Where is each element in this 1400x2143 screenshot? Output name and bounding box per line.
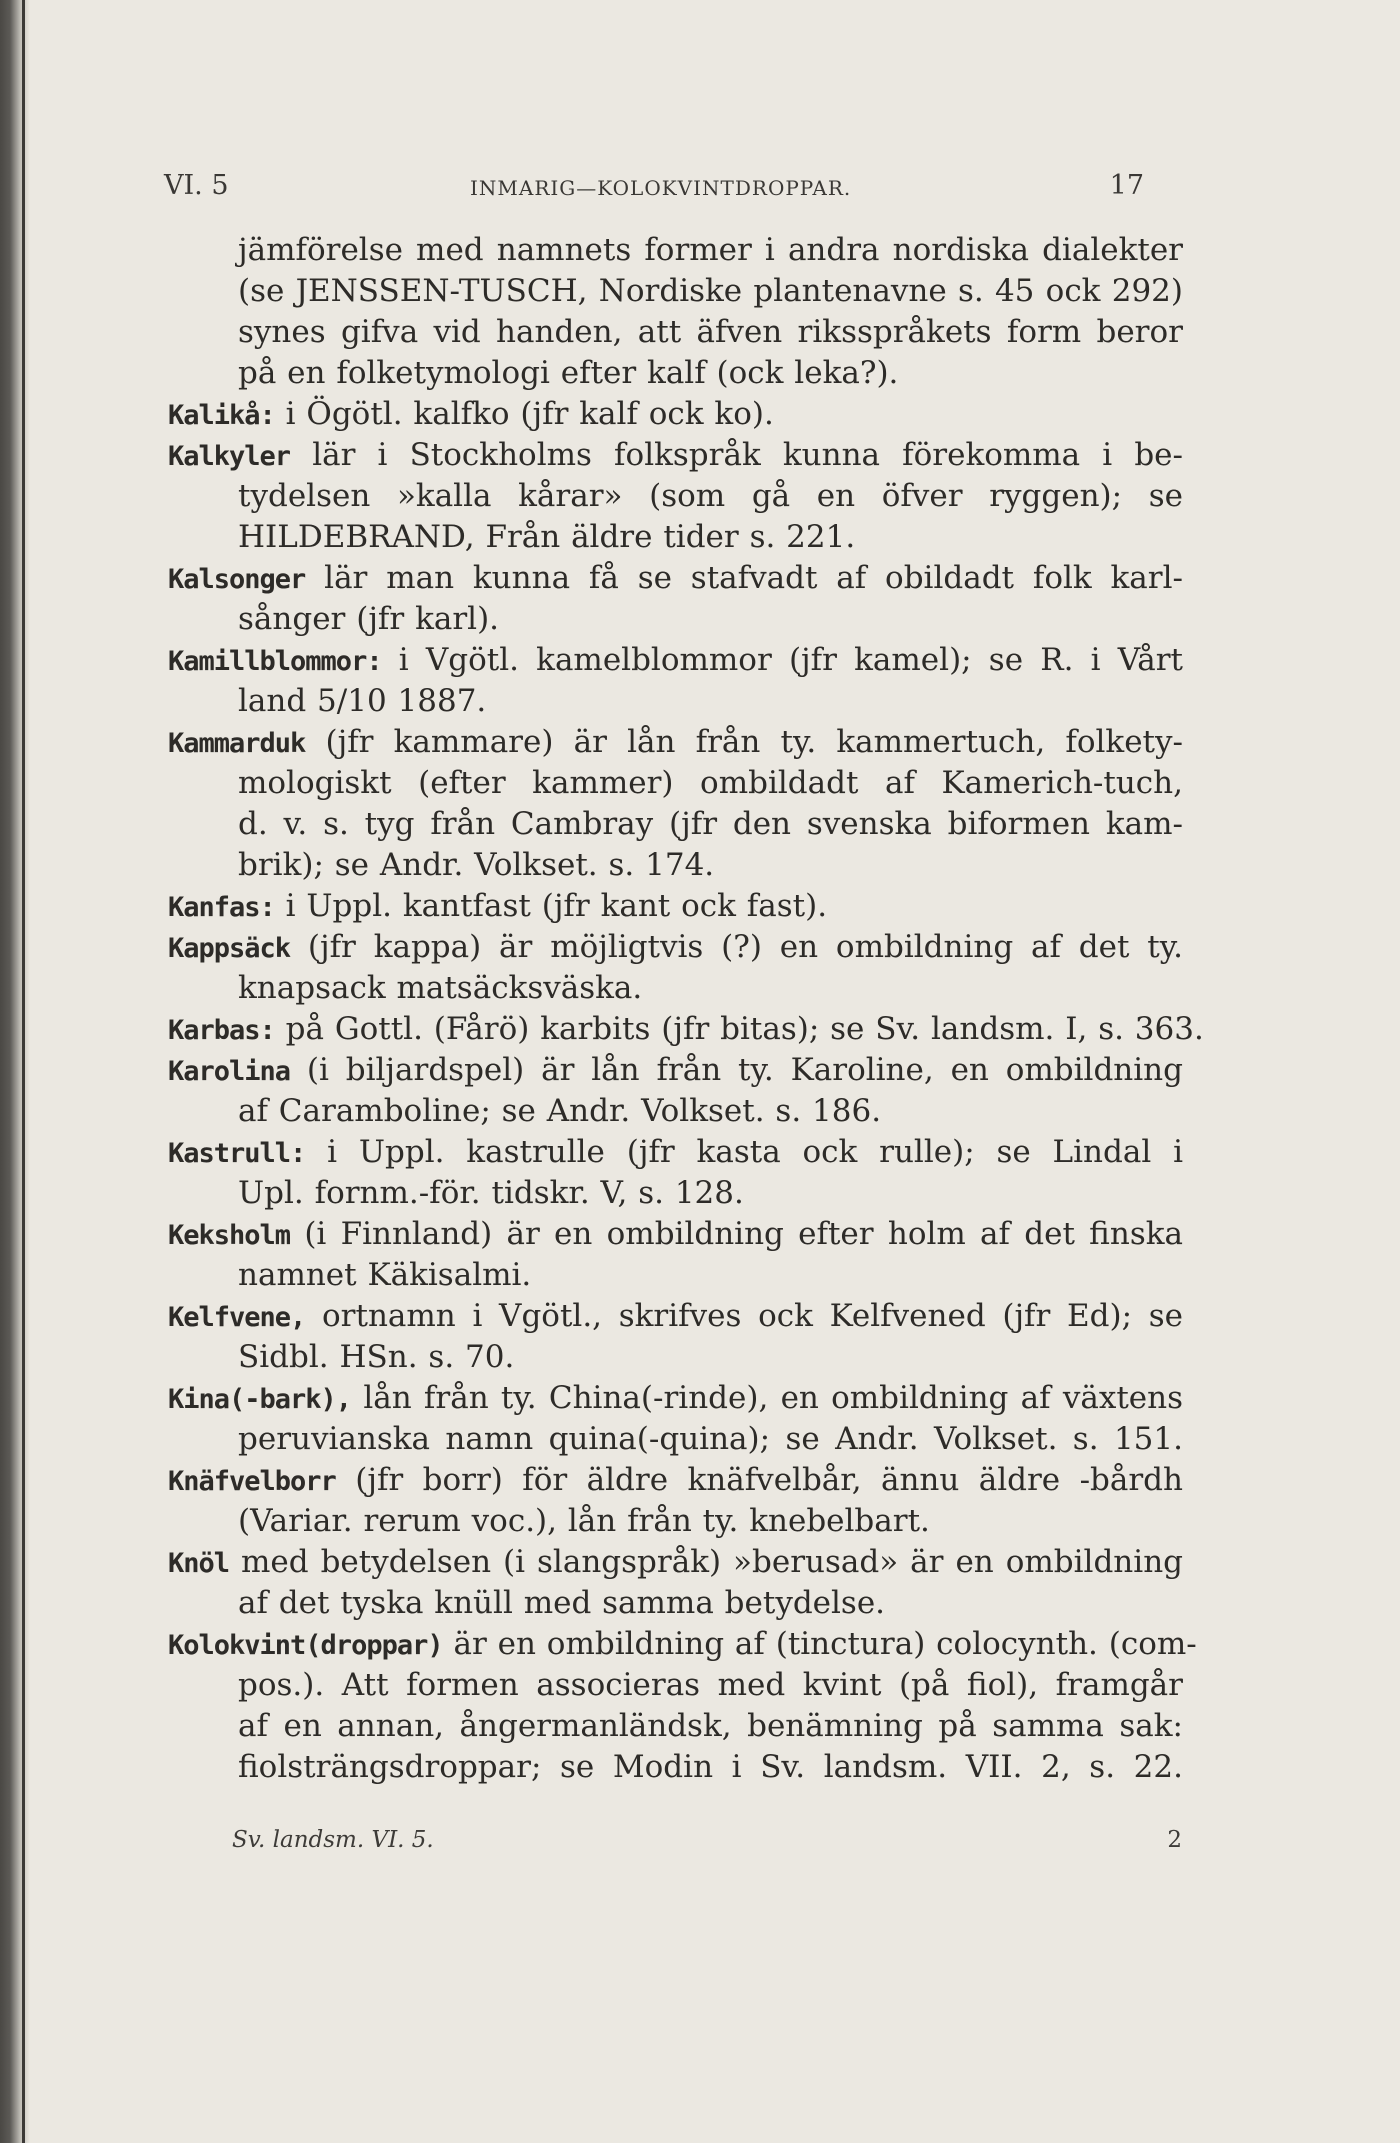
text-line: [168, 271, 1183, 312]
text-line: [168, 476, 1183, 517]
line-text: med betydelsen (i slangspråk) »berusad» är en ombildning: [241, 1544, 1184, 1580]
line-text: (jfr kappa) är möjligtvis (?) en ombildning af det ty.: [307, 929, 1183, 965]
line-text: brik); se Andr. Volkset. s. 174.: [238, 847, 715, 883]
headword: Kina(-bark),: [168, 1384, 352, 1415]
line-text: (jfr borr) för äldre knäfvelbår, ännu äldre -bårdh: [355, 1462, 1183, 1498]
headword: Kappsäck: [168, 933, 291, 964]
line-text: (i biljardspel) är lån från ty. Karoline, en ombildning: [306, 1052, 1183, 1088]
line-text: af en annan, ångermanländsk, benämning på samma sak:: [238, 1708, 1183, 1744]
line-text: i Uppl. kastrulle (jfr kasta ock rulle); se Lindal i: [327, 1134, 1184, 1170]
entry-line: [168, 640, 1183, 681]
line-text: synes gifva vid handen, att äfven riksspråkets form beror: [238, 314, 1183, 350]
text-line: [168, 1091, 1183, 1132]
line-text: på en folketymologi efter kalf (ock leka?).: [238, 355, 899, 391]
text-line: [168, 1665, 1183, 1706]
dictionary-entries: [168, 230, 1204, 1788]
text-line: [168, 1173, 1183, 1214]
page-number: 17: [1109, 170, 1144, 201]
text-line: [168, 1255, 1183, 1296]
line-text: är en ombildning af (tinctura) colocynth. (com-: [453, 1626, 1197, 1662]
headword: Kolokvint(droppar): [168, 1630, 443, 1661]
entry-line: [168, 1460, 1183, 1501]
book-spine-shadow: [0, 0, 30, 2143]
text-line: [168, 804, 1183, 845]
line-text: Sidbl. HSn. s. 70.: [238, 1339, 515, 1375]
line-text: d. v. s. tyg från Cambray (jfr den svenska biformen kam-: [238, 806, 1183, 842]
text-line: [168, 230, 1183, 271]
line-text: lån från ty. China(-rinde), en ombildning af växtens: [363, 1380, 1183, 1416]
line-text: i Ögötl. kalfko (jfr kalf ock ko).: [285, 396, 774, 432]
entry-line: [168, 1378, 1183, 1419]
entry-line: [168, 1624, 1197, 1665]
headword: Kalkyler: [168, 441, 291, 472]
entry-line: [168, 1542, 1183, 1583]
entry-line: [168, 1296, 1183, 1337]
entry-line: [168, 722, 1183, 763]
text-line: [168, 353, 1183, 394]
text-line: [168, 763, 1183, 804]
line-text: jämförelse med namnets former i andra nordiska dialekter: [238, 232, 1183, 268]
headword: Kalsonger: [168, 564, 306, 595]
entry-line: [168, 1009, 1204, 1050]
line-text: land 5/10 1887.: [238, 683, 487, 719]
text-line: [168, 1583, 1183, 1624]
text-line: [168, 1337, 1183, 1378]
text-line: [168, 1706, 1183, 1747]
signature-number: 2: [1167, 1827, 1182, 1853]
line-text: (i Finnland) är en ombildning efter holm af det finska: [304, 1216, 1183, 1252]
line-text: af Caramboline; se Andr. Volkset. s. 186.: [238, 1093, 882, 1129]
entry-line: [168, 558, 1183, 599]
running-header: [164, 170, 1164, 210]
line-text: i Uppl. kantfast (jfr kant ock fast).: [285, 888, 828, 924]
entry-line: [168, 1132, 1183, 1173]
headword: Keksholm: [168, 1220, 291, 1251]
entry-line: [168, 1050, 1183, 1091]
line-text: fiolsträngsdroppar; se Modin i Sv. landsm. VII. 2, s. 22.: [238, 1749, 1183, 1785]
headword: Knöl: [168, 1548, 230, 1579]
text-line: [168, 681, 1183, 722]
entry-line: [168, 435, 1183, 476]
headword: Kalikå:: [168, 400, 275, 431]
line-text: lär man kunna få se stafvadt af obildadt folk karl-: [324, 560, 1183, 596]
headword: Karolina: [168, 1056, 291, 1087]
header-title: INMARIG—KOLOKVINTDROPPAR.: [470, 176, 852, 200]
line-text: af det tyska knüll med samma betydelse.: [238, 1585, 886, 1621]
line-text: sånger (jfr karl).: [238, 601, 500, 637]
entry-line: [168, 1214, 1183, 1255]
entry-line: [168, 927, 1183, 968]
headword: Kelfvene,: [168, 1302, 306, 1333]
text-line: [168, 599, 1183, 640]
line-text: mologiskt (efter kammer) ombildadt af Kamerich-tuch,: [238, 765, 1183, 801]
header-section: VI. 5: [164, 170, 229, 201]
line-text: (Variar. rerum voc.), lån från ty. knebelbart.: [238, 1503, 930, 1539]
text-line: [168, 1501, 1183, 1542]
text-line: [168, 1419, 1183, 1460]
line-text: (se JENSSEN-TUSCH, Nordiske plantenavne s. 45 ock 292): [238, 273, 1183, 309]
line-text: lär i Stockholms folkspråk kunna förekomma i be-: [312, 437, 1184, 473]
line-text: på Gottl. (Fårö) karbits (jfr bitas); se Sv. landsm. I, s. 363.: [285, 1011, 1204, 1047]
signature-footer: [232, 1827, 1182, 1867]
headword: Kastrull:: [168, 1138, 306, 1169]
line-text: namnet Käkisalmi.: [238, 1257, 532, 1293]
headword: Knäfvelborr: [168, 1466, 336, 1497]
headword: Kamillblommor:: [168, 646, 382, 677]
text-line: [168, 1747, 1183, 1788]
entry-line: [168, 394, 1183, 435]
text-line: [168, 312, 1183, 353]
line-text: peruvianska namn quina(-quina); se Andr. Volkset. s. 151.: [238, 1421, 1183, 1457]
line-text: pos.). Att formen associeras med kvint (på fiol), framgår: [238, 1667, 1183, 1703]
page-gutter-line: [22, 0, 25, 2143]
line-text: (jfr kammare) är lån från ty. kammertuch, folkety-: [325, 724, 1183, 760]
signature-mark: Sv. landsm. VI. 5.: [232, 1827, 434, 1853]
text-line: [168, 517, 1183, 558]
line-text: tydelsen »kalla kårar» (som gå en öfver ryggen); se: [238, 478, 1183, 514]
line-text: i Vgötl. kamelblommor (jfr kamel); se R. i Vårt: [398, 642, 1183, 678]
headword: Kanfas:: [168, 892, 275, 923]
headword: Karbas:: [168, 1015, 275, 1046]
line-text: knapsack matsäcksväska.: [238, 970, 643, 1006]
text-line: [168, 968, 1183, 1009]
headword: Kammarduk: [168, 728, 306, 759]
entry-line: [168, 886, 1183, 927]
line-text: HILDEBRAND, Från äldre tider s. 221.: [238, 519, 856, 555]
line-text: Upl. fornm.-för. tidskr. V, s. 128.: [238, 1175, 744, 1211]
line-text: ortnamn i Vgötl., skrifves ock Kelfvened (jfr Ed); se: [322, 1298, 1183, 1334]
text-line: [168, 845, 1183, 886]
